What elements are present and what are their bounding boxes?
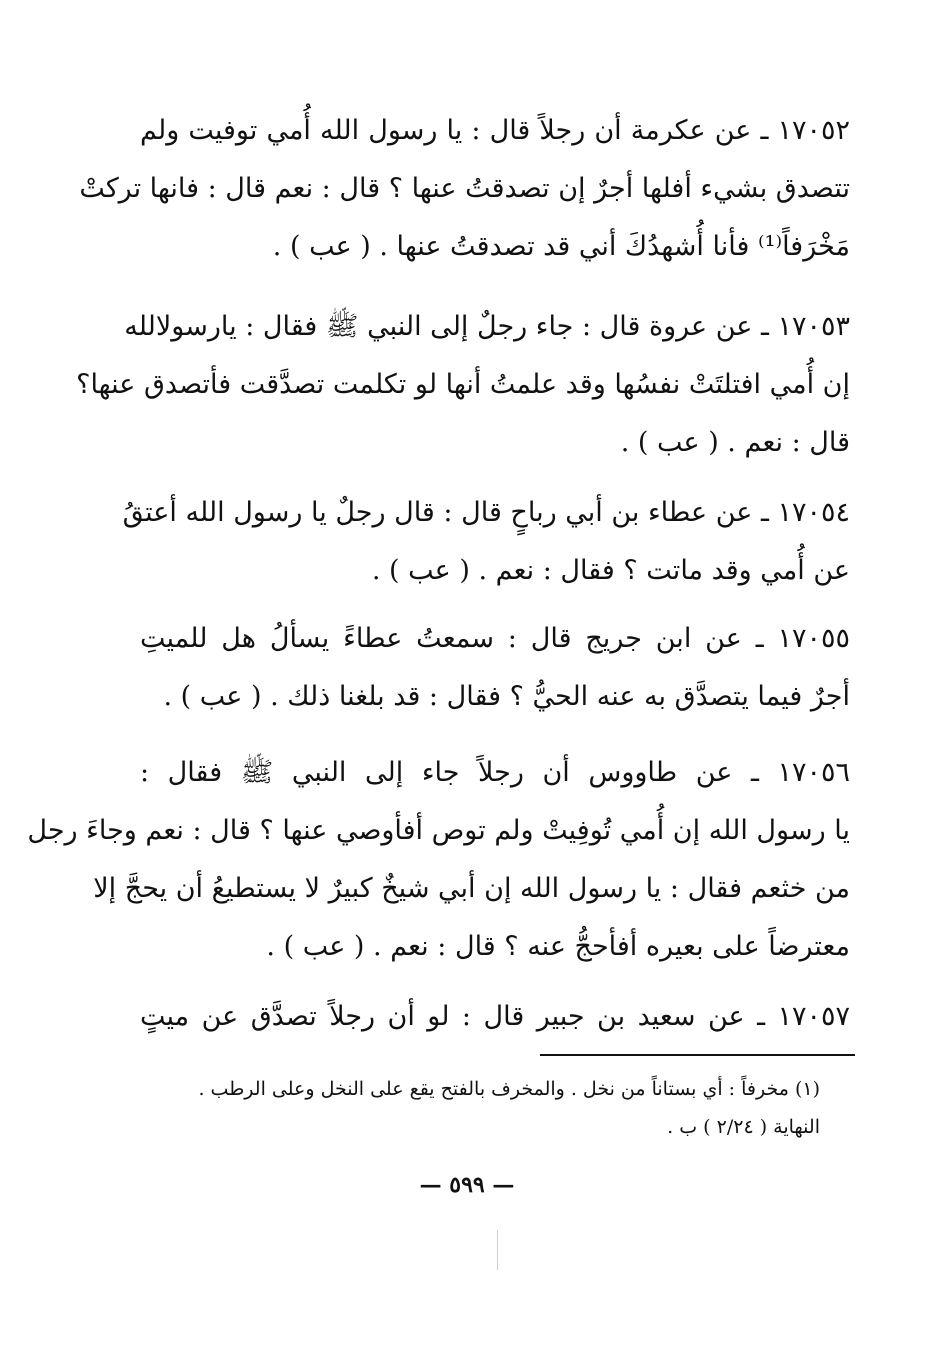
entry-line: ١٧٠٥٥ ـ عن ابن جريج قال : سمعتُ عطاءً يسألُ هل للميتِ	[140, 623, 850, 654]
hadith-entry-17056	[27, 744, 850, 976]
entry-line: ١٧٠٥٧ ـ عن سعيد بن جبير قال : لو أن رجلاً تصدَّق عن ميتٍ	[140, 1001, 850, 1032]
entry-line: ١٧٠٥٦ ـ عن طاووس أن رجلاً جاء إلى النبي ﷺ فقال :	[140, 757, 850, 788]
entry-line: يا رسول الله إن أُمي تُوفِيتْ ولم توص أفأوصي عنها ؟ قال : نعم وجاءَ رجل	[27, 815, 850, 846]
hadith-entry-17054	[122, 484, 850, 600]
hadith-entry-17053	[76, 298, 850, 472]
entry-line: عن أُمي وقد ماتت ؟ فقال : نعم . ( عب ) .	[371, 555, 850, 586]
footnotes	[160, 1070, 820, 1146]
entry-line: قال : نعم . ( عب ) .	[620, 427, 850, 458]
hadith-entry-17057	[140, 988, 850, 1046]
entry-line: مَخْرَفاً⁽¹⁾ فأنا أُشهدُكَ أني قد تصدقتُ عنها . ( عب ) .	[272, 231, 850, 262]
entry-line: معترضاً على بعيره أفأحجُّ عنه ؟ قال : نعم . ( عب ) .	[266, 931, 850, 962]
entry-line: من خثعم فقال : يا رسول الله إن أبي شيخٌ كبيرٌ لا يستطيعُ أن يحجَّ إلا	[93, 873, 850, 904]
entry-line: ١٧٠٥٤ ـ عن عطاء بن أبي رباحٍ قال : قال رجلٌ يا رسول الله أعتقُ	[122, 497, 850, 528]
hadith-entry-17052	[79, 102, 850, 276]
entry-line: إن أُمي افتلتَتْ نفسُها وقد علمتُ أنها لو تكلمت تصدَّقت فأتصدق عنها؟	[76, 369, 850, 400]
footnote-line: (١) مخرفاً : أي بستاناً من نخل . والمخرف بالفتح يقع على النخل وعلى الرطب .	[198, 1078, 820, 1100]
hadith-entry-17055	[140, 610, 850, 726]
footnote-line: النهاية ( ٢/٢٤ ) ب .	[667, 1116, 820, 1138]
entry-line: ١٧٠٥٢ ـ عن عكرمة أن رجلاً قال : يا رسول الله أُمي توفيت ولم	[140, 115, 850, 146]
footnote-divider	[540, 1054, 855, 1056]
page-number: — ٥٩٩ —	[419, 1172, 515, 1198]
entry-line: أجرٌ فيما يتصدَّق به عنه الحيُّ ؟ فقال : قد بلغنا ذلك . ( عب ) .	[163, 681, 850, 712]
entry-line: تتصدق بشيء أفلها أجرٌ إن تصدقتُ عنها ؟ قال : نعم قال : فانها تركتْ	[79, 173, 850, 204]
scan-artifact	[497, 1230, 498, 1270]
entry-line: ١٧٠٥٣ ـ عن عروة قال : جاء رجلٌ إلى النبي ﷺ فقال : يارسولالله	[124, 311, 850, 342]
